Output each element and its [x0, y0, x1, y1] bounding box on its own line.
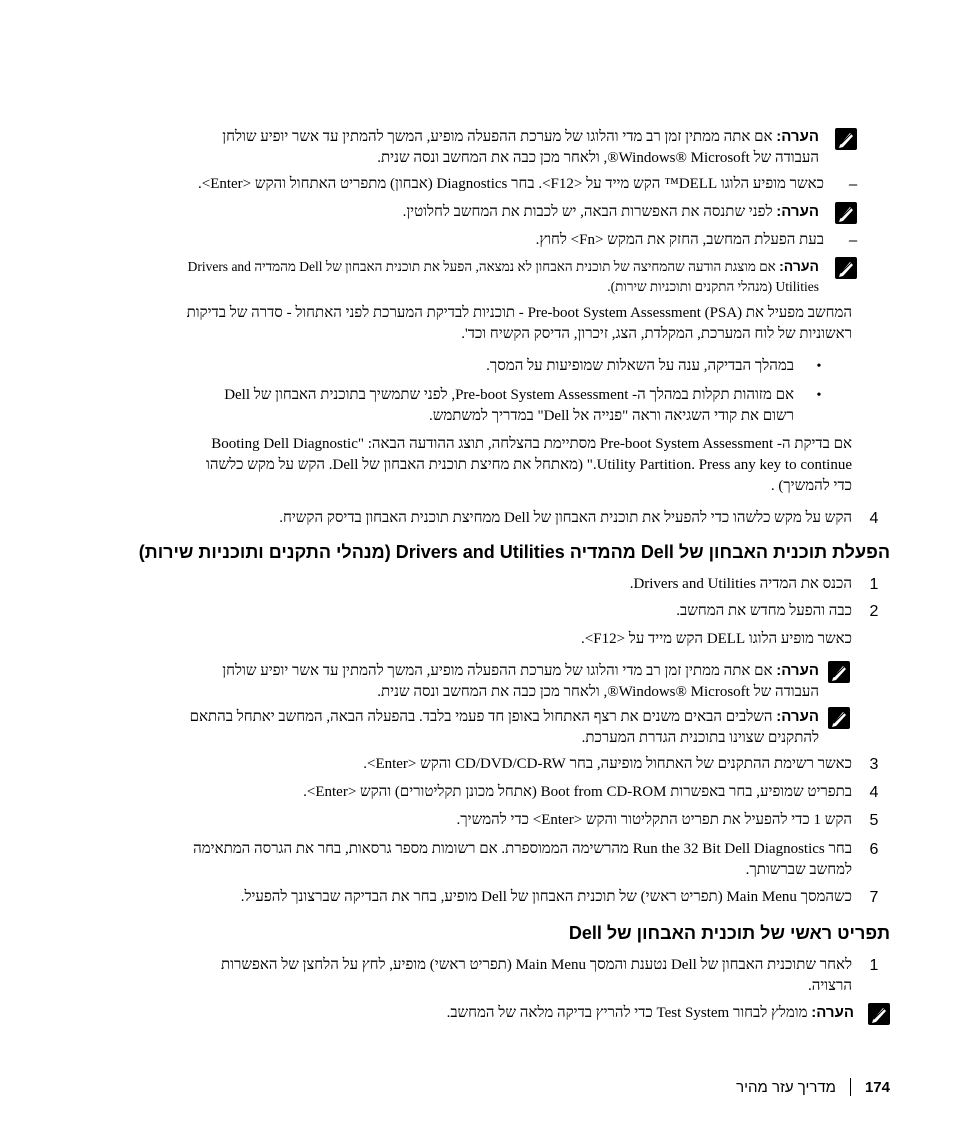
note-pencil-icon — [868, 1003, 890, 1025]
bullet-item-2 — [124, 385, 794, 427]
note-pencil-icon — [835, 202, 857, 224]
step-2-continuation: כאשר מופיע הלוגו DELL הקש מייד על <F12>. — [581, 631, 852, 647]
note-1-line-1: אם אתה ממתין זמן רב מדי והלוגו של מערכת ההפעלה מופיע, המשך להמתין עד אשר יופיע שולחן — [222, 129, 773, 145]
note-label: הערה: — [811, 1004, 854, 1021]
note-4-line-1: אם אתה ממתין זמן רב מדי והלוגו של מערכת ההפעלה מופיע, המשך להמתין עד אשר יופיע שולחן — [222, 663, 773, 679]
guide-title: מדריך עזר מהיר — [736, 1079, 836, 1096]
page-footer — [736, 1077, 890, 1098]
section-heading-main-menu: תפריט ראשי של תוכנית האבחון של Dell — [568, 923, 890, 943]
step-number: 4 — [869, 784, 879, 801]
dash-marker: – — [848, 232, 858, 249]
psa-line-1: המחשב מפעיל את Pre-boot System Assessment (PSA) - תוכניות לבדיקת המערכת לפני האתחול - סדרה של בדיקות — [186, 305, 852, 321]
section-heading-drivers-utilities: הפעלת תוכנית האבחון של Dell מהמדיה Drivers and Utilities (מנהלי התקנים ותוכניות שירות) — [138, 542, 890, 562]
note-3 — [129, 256, 819, 297]
note-pencil-icon — [835, 128, 857, 150]
note-4 — [129, 660, 819, 703]
step-3-text: כאשר רשימת ההתקנים של האתחול מופיעה, בחר CD/DVD/CD-RW והקש <Enter>. — [363, 756, 852, 772]
note-label: הערה: — [779, 258, 819, 274]
psa-line-2: ראשוניות של לוח המערכת, המקלדת, הצג, זיכרון, הדיסק הקשיח וכד'. — [461, 326, 852, 342]
note-pencil-icon — [835, 257, 857, 279]
step-number: 7 — [869, 889, 879, 906]
step-number: 2 — [869, 603, 879, 620]
note-5-line-2: להתקנים שצוינו בתוכנית הגדרת המערכת. — [581, 730, 819, 746]
bullet-dot: • — [816, 388, 822, 403]
psa-paragraph — [122, 303, 852, 345]
menu-step-line-2: הרצויה. — [807, 978, 852, 994]
note-label: הערה: — [776, 708, 819, 725]
step-5-text: הקש 1 כדי להפעיל את תפריט התקליטור והקש <Enter> כדי להמשיך. — [456, 812, 852, 828]
note-6 — [134, 1002, 854, 1024]
bullet-2-line-2: רשום את קודי השגיאה וראה "פנייה אל Dell" במדריך למשתמש. — [429, 408, 794, 424]
page-number: 174 — [864, 1079, 890, 1096]
note-pencil-icon — [828, 707, 850, 729]
note-3-line-1: אם מוצגת הודעה שהמחיצה של תוכנית האבחון לא נמצאה, הפעל את תוכנית האבחון של Dell מהמדיה Drivers and — [187, 259, 776, 274]
success-line-1: אם בדיקת ה- Pre-boot System Assessment מסתיימת בהצלחה, תוצג ההודעה הבאה: "Booting Dell Diagnostic — [211, 436, 852, 452]
success-paragraph — [122, 434, 852, 497]
dash-item-2: בעת הפעלת המחשב, החזק את המקש <Fn> לחוץ. — [535, 232, 824, 248]
dash-item-1: כאשר מופיע הלוגו DELL™ הקש מייד על <F12>. בחר Diagnostics (אבחון) מתפריט האתחול והקש <Enter>. — [197, 176, 824, 192]
step-number: 3 — [869, 756, 879, 773]
note-5 — [129, 706, 819, 749]
note-5-line-1: השלבים הבאים משנים את רצף האתחול באופן חד פעמי בלבד. בהפעלה הבאה, המחשב יאתחל בהתאם — [189, 709, 773, 725]
note-label: הערה: — [776, 203, 819, 220]
note-label: הערה: — [776, 128, 819, 145]
step-number: 6 — [869, 841, 879, 858]
note-4-line-2: העבודה של Windows® Microsoft®, ולאחר מכן כבה את המחשב ונסה שנית. — [377, 684, 819, 700]
menu-step-line-1: לאחר שתוכנית האבחון של Dell נטענת והמסך Main Menu (תפריט ראשי) מופיע, לחץ על הלחצן של האפשרות — [221, 957, 852, 973]
note-2-text: לפני שתנסה את האפשרות הבאה, יש לכבות את המחשב לחלוטין. — [402, 204, 773, 220]
note-pencil-icon — [828, 661, 850, 683]
step-6-text — [122, 839, 852, 881]
bullet-item-1: במהלך הבדיקה, ענה על השאלות שמופיעות על המסך. — [486, 358, 794, 374]
step-number: 5 — [869, 812, 879, 829]
step-6-line-1: בחר Run the 32 Bit Dell Diagnostics מהרשימה הממוספרת. אם רשומות מספר גרסאות, בחר את הגרסה המתאימה — [193, 841, 852, 857]
step-number: 1 — [869, 576, 879, 593]
note-6-text: מומלץ לבחור Test System כדי להריץ בדיקה מלאה של המחשב. — [446, 1005, 808, 1021]
step-6-line-2: למחשב שברשותך. — [745, 862, 852, 878]
note-2 — [129, 201, 819, 223]
success-line-3: כדי להמשיך) . — [770, 478, 852, 494]
dash-marker: – — [848, 176, 858, 193]
footer-divider — [850, 1078, 851, 1096]
step-number: 1 — [869, 957, 879, 974]
success-line-2: Utility Partition. Press any key to continue." (מאתחל את מחיצת תוכנית האבחון של Dell. הקש על מקש כלשהו — [206, 457, 852, 473]
note-1-line-2: העבודה של Windows® Microsoft®, ולאחר מכן כבה את המחשב ונסה שנית. — [377, 150, 819, 166]
step-2-text: כבה והפעל מחדש את המחשב. — [676, 603, 852, 619]
note-label: הערה: — [776, 662, 819, 679]
step-number: 4 — [869, 510, 879, 527]
step-4-text: בתפריט שמופיע, בחר באפשרות Boot from CD-ROM (אתחל מכונן תקליטורים) והקש <Enter>. — [303, 784, 852, 800]
step-1-text: הכנס את המדיה Drivers and Utilities. — [629, 576, 852, 592]
step-4-top-text: הקש על מקש כלשהו כדי להפעיל את תוכנית האבחון של Dell ממחיצת תוכנית האבחון בדיסק הקשיח. — [279, 510, 852, 526]
note-1 — [129, 126, 819, 169]
step-7-text: כשהמסך Main Menu (תפריט ראשי) של תוכנית האבחון של Dell מופיע, בחר את הבדיקה שברצונך להפעיל. — [240, 889, 852, 905]
bullet-2-line-1: אם מזוהות תקלות במהלך ה- Pre-boot System Assessment, לפני שתמשיך בתוכנית האבחון של Dell — [224, 387, 794, 403]
note-3-line-2: Utilities (מנהלי התקנים ותוכניות שירות). — [607, 279, 819, 294]
menu-step-1-text — [122, 955, 852, 997]
bullet-dot: • — [816, 359, 822, 374]
